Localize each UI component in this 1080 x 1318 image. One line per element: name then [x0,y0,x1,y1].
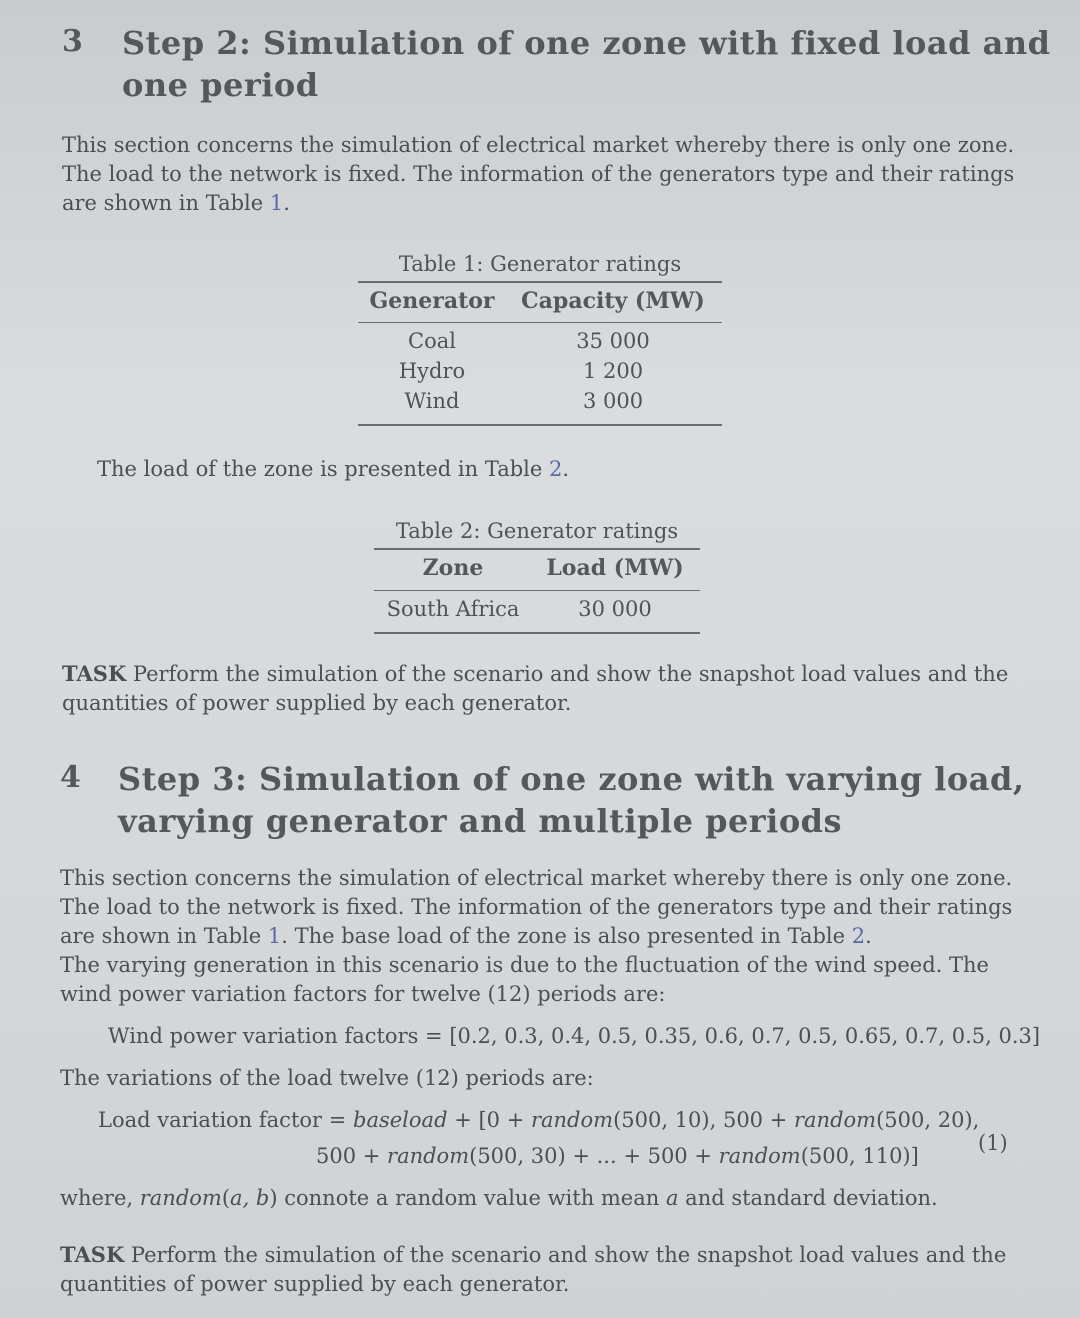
table-row-generator: Hydro [398,359,466,383]
section-4-title [118,758,1024,842]
table-2-top-rule [374,548,700,550]
equation-text: (500, 30) + ... + 500 + [469,1144,719,1168]
load-variation-equation-line-1 [98,1106,979,1135]
task-text: Perform the simulation of the scenario and show the snapshot load values and the [126,662,1009,686]
paragraph-line: wind power variation factors for twelve (12) periods are: [60,982,666,1006]
section-3-title-line-2: one period [122,66,319,104]
paragraph-line: This section concerns the simulation of electrical market whereby there is only one zone. [60,866,1013,890]
equation-function: random [387,1144,470,1168]
table-1-top-rule [358,281,722,283]
section-3-number: 3 [62,24,83,59]
table-1-header-capacity: Capacity (MW) [521,288,705,314]
paragraph-text: are shown in Table [60,924,268,948]
section-3-title-line-1: Step 2: Simulation of one zone with fixed load and [122,24,1051,62]
paragraph-text: ) connote a random value with mean [269,1186,666,1210]
wind-factors-equation: Wind power variation factors = [0.2, 0.3, 0.4, 0.5, 0.35, 0.6, 0.7, 0.5, 0.65, 0.7, 0.5, 0.3] [108,1024,1041,1048]
table-row-generator: Coal [408,329,456,353]
task-text: Perform the simulation of the scenario and show the snapshot load values and the [124,1243,1007,1267]
section-4-title-line-2: varying generator and multiple periods [118,802,843,840]
paragraph-text: and standard deviation. [678,1186,938,1210]
load-variation-intro: The variations of the load twelve (12) periods are: [60,1066,594,1090]
equation-variable: a [665,1186,679,1210]
paragraph-line: The varying generation in this scenario is due to the fluctuation of the wind speed. The [60,953,989,977]
paragraph-text: are shown in Table [62,191,270,215]
equation-text: + [0 + [447,1108,531,1132]
table-1-header-rule [358,322,722,323]
paragraph-text: where, [60,1186,140,1210]
paragraph-line: This section concerns the simulation of electrical market whereby there is only one zone. [62,133,1015,157]
task-label: TASK [62,661,127,686]
paragraph-text: . [283,191,290,215]
task-line: quantities of power supplied by each generator. [62,691,572,715]
paragraph-text: . The base load of the zone is also presented in Table [281,924,852,948]
task-1 [62,659,1032,718]
table-row-generator: Wind [404,389,460,413]
equation-function: random [793,1108,877,1132]
equation-function: random [139,1186,222,1210]
table-2-header-zone: Zone [422,555,484,581]
table-2-caption: Table 2: Generator ratings [395,519,679,543]
table-2-header-rule [374,590,700,591]
section-4-paragraph [60,864,1030,1009]
section-4-number: 4 [60,760,81,795]
equation-text: Load variation factor = [98,1108,354,1132]
paragraph-line [62,189,1032,218]
section-3-paragraph [62,131,1032,218]
table-1-reference-link[interactable]: 1 [267,924,282,948]
table-2-header-load: Load (MW) [546,555,684,581]
paragraph-line [60,922,1030,951]
task-label: TASK [60,1242,125,1267]
load-sentence [97,455,569,484]
table-row-capacity: 35 000 [576,329,650,353]
table-2-reference-link[interactable]: 2 [549,457,563,481]
equation-text: (500, 20), [876,1108,980,1132]
equation-variable: a, b [230,1186,270,1210]
table-2-bottom-rule [374,632,700,634]
where-clause [60,1184,938,1213]
task-line [60,1240,1030,1270]
equation-text: (500, 10), 500 + [613,1108,794,1132]
equation-text: (500, 110)] [800,1144,919,1168]
section-3-title [122,22,1050,106]
table-row-capacity: 1 200 [582,359,644,383]
equation-variable: baseload [353,1108,448,1132]
paragraph-text: . [865,924,872,948]
paragraph-line: The load to the network is fixed. The information of the generators type and their ratings [62,162,1015,186]
section-4-title-line-1: Step 3: Simulation of one zone with varying load, [118,760,1025,798]
equation-text: 500 + [316,1144,388,1168]
table-1-header-generator: Generator [369,288,495,314]
table-1-caption: Table 1: Generator ratings [398,252,682,276]
equation-number: (1) [978,1131,1008,1155]
table-row-capacity: 3 000 [582,389,644,413]
equation-function: random [530,1108,614,1132]
task-line [62,659,1032,689]
paragraph-text: . [562,457,570,481]
equation-function: random [718,1144,801,1168]
table-row-load: 30 000 [578,597,652,621]
table-2-reference-link[interactable]: 2 [851,924,866,948]
paragraph-line: The load to the network is fixed. The information of the generators type and their ratings [60,895,1013,919]
table-1-reference-link[interactable]: 1 [269,191,284,215]
table-row-zone: South Africa [386,597,520,621]
table-1-bottom-rule [358,424,722,426]
paragraph-text: ( [221,1186,231,1210]
task-line: quantities of power supplied by each generator. [60,1272,570,1296]
load-variation-equation-line-2 [316,1142,919,1171]
paragraph-text: The load of the zone is presented in Table [97,457,549,481]
task-2 [60,1240,1030,1299]
